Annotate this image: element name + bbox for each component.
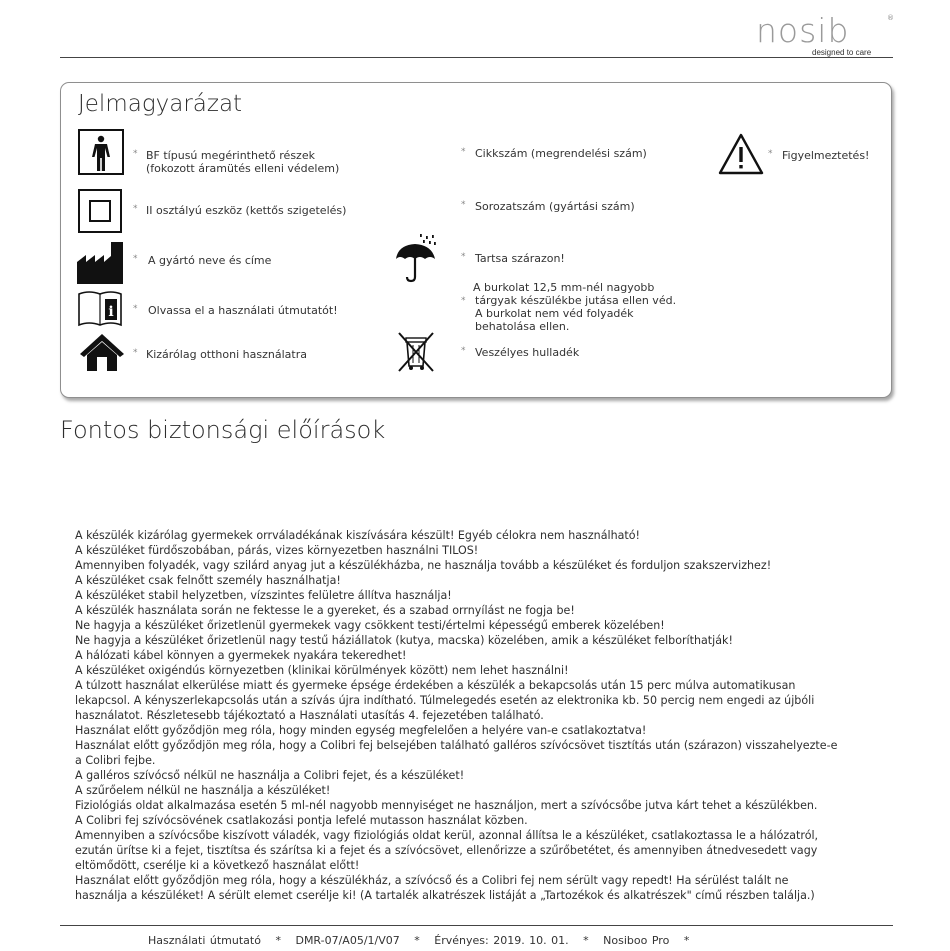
safety-rule-line: ezután ürítse ki a fejet, tisztítsa és szárítsa ki a fejet és a szívócsövet, ellenőrizze a szűrőbetétet, és amennyiben átnedvesedett vagy bbox=[75, 844, 818, 857]
legend-item-label: Tartsa szárazon! bbox=[475, 252, 565, 265]
footer-valid-date: Érvényes: 2019. 10. 01. bbox=[434, 934, 569, 947]
legend-item-manufacturer bbox=[133, 254, 271, 267]
legend-item-bf-type bbox=[133, 149, 339, 175]
brand-tagline: designed to care bbox=[812, 48, 872, 57]
legend-item-label: Veszélyes hulladék bbox=[475, 346, 580, 359]
legend-bullet: * bbox=[461, 252, 466, 262]
keep-dry-umbrella-icon bbox=[394, 233, 438, 283]
legend-item-label: A burkolat nem véd folyadék bbox=[475, 307, 634, 320]
safety-rule-line: A készülék kizárólag gyermekek orrváladékának kiszívására készült! Egyéb célokra nem használható! bbox=[75, 529, 640, 542]
home-use-icon bbox=[78, 331, 126, 373]
warning-triangle-icon bbox=[718, 133, 764, 175]
safety-rule-line: A készüléket oxigéndús környezetben (klinikai körülmények között) nem lehet használni! bbox=[75, 664, 569, 677]
safety-rule-line: A hálózati kábel könnyen a gyermekek nyakára tekeredhet! bbox=[75, 649, 407, 662]
legend-item-class-ii bbox=[133, 204, 346, 217]
svg-text:i: i bbox=[108, 304, 114, 320]
legend-item-label: Figyelmeztetés! bbox=[782, 149, 870, 162]
legend-item-label: A gyártó neve és címe bbox=[148, 254, 272, 267]
safety-rule-line: A készüléket fürdőszobában, párás, vizes környezetben használni TILOS! bbox=[75, 544, 479, 557]
footer-separator: * bbox=[583, 934, 589, 947]
legend-bullet: * bbox=[768, 149, 773, 159]
class-ii-double-square-icon bbox=[78, 189, 122, 233]
legend-item-article-number bbox=[461, 147, 647, 160]
footer-separator: * bbox=[414, 934, 420, 947]
safety-rule-line: a Colibri fejbe. bbox=[75, 754, 156, 767]
legend-bullet: * bbox=[461, 147, 466, 157]
legend-item-label: Olvassa el a használati útmutatót! bbox=[148, 304, 338, 317]
legend-item-ip-rating bbox=[461, 281, 676, 333]
safety-rule-line: Használat előtt győződjön meg róla, hogy a készülékház, a szívócső és a Colibri fej nem sérült vagy repedt! Ha sérülést talált ne bbox=[75, 874, 789, 887]
safety-rule-line: Fiziológiás oldat alkalmazása esetén 5 ml-nél nagyobb mennyiséget ne használjon, mert a szívócsőbe jutva kárt tehet a készülékben. bbox=[75, 799, 818, 812]
crossed-bin-icon bbox=[396, 330, 436, 374]
legend-item-label: Sorozatszám (gyártási szám) bbox=[475, 200, 635, 213]
safety-rule-line: A Colibri fej szívócsövének csatlakozási pontja lefelé mutasson használat közben. bbox=[75, 814, 528, 827]
legend-bullet: * bbox=[461, 346, 466, 356]
legend-item-serial-number bbox=[461, 200, 635, 213]
footer-product-name: Nosiboo Pro bbox=[603, 934, 670, 947]
safety-rule-line: A készülék használata során ne fektesse le a gyereket, és a szabad orrnyílást ne fogja be! bbox=[75, 604, 575, 617]
safety-rule-line: Ne hagyja a készüléket őrizetlenül nagy testű háziállatok (kutya, macska) közelében, amik a készüléket felboríthatják! bbox=[75, 634, 733, 647]
legend-item-warning bbox=[768, 149, 869, 162]
read-manual-icon bbox=[77, 290, 123, 328]
legend-bullet: * bbox=[133, 204, 138, 214]
legend-item-label: II osztályú eszköz (kettős szigetelés) bbox=[146, 204, 347, 217]
safety-rule-line: eltömődött, cserélje ki a következő használat előtt! bbox=[75, 859, 360, 872]
legend-bullet: * bbox=[461, 200, 466, 210]
legend-item-label: A burkolat 12,5 mm-nél nagyobb bbox=[473, 281, 655, 294]
legend-bullet: * bbox=[133, 149, 138, 159]
safety-rule-line: A túlzott használat elkerülése miatt és gyermeke épsége érdekében a készülék a bekapcsolás után 15 perc múlva automatikusan bbox=[75, 679, 796, 692]
legend-item-label: Cikkszám (megrendelési szám) bbox=[475, 147, 647, 160]
legend-item-read-manual bbox=[133, 304, 338, 317]
footer bbox=[148, 934, 699, 947]
legend-item-label: (fokozott áramütés elleni védelem) bbox=[146, 162, 340, 175]
section-title: Fontos biztonsági előírások bbox=[60, 416, 386, 444]
safety-rule-line: Használat előtt győződjön meg róla, hogy a Colibri fej belsejében található galléros szívócsövet tisztítás után (szárazon) visszahelyezte-e bbox=[75, 739, 838, 752]
legend-item-hazardous-waste bbox=[461, 346, 579, 359]
footer-separator: * bbox=[275, 934, 281, 947]
safety-rule-line: A galléros szívócső nélkül ne használja a Colibri fejet, és a készüléket! bbox=[75, 769, 465, 782]
legend-title: Jelmagyarázat bbox=[78, 91, 243, 117]
legend-item-keep-dry bbox=[461, 252, 565, 265]
brand-logo: nosib bbox=[756, 11, 850, 50]
manufacturer-factory-icon bbox=[77, 242, 123, 284]
safety-rule-line: lekapcsol. A kényszerlekapcsolás után a szívás újra indítható. Túlmelegedés esetén az elektronika kb. 50 percig nem engedi az újbóli bbox=[75, 694, 815, 707]
footer-doc-code: DMR-07/A05/1/V07 bbox=[295, 934, 400, 947]
safety-rule-line: Használat előtt győződjön meg róla, hogy minden egység megfelelően a helyére van-e csatlakoztatva! bbox=[75, 724, 647, 737]
footer-separator: * bbox=[683, 934, 690, 947]
legend-item-label: tárgyak készülékbe jutása ellen véd. bbox=[475, 294, 677, 307]
registered-mark: ® bbox=[887, 14, 894, 22]
legend-bullet: * bbox=[461, 296, 466, 306]
legend-bullet: * bbox=[133, 348, 138, 358]
footer-divider bbox=[60, 925, 893, 926]
safety-rule-line: használatot. Részletesebb tájékoztató a Használati utasítás 4. fejezetében található. bbox=[75, 709, 544, 722]
safety-rules-list bbox=[75, 528, 915, 903]
footer-doc-type: Használati útmutató bbox=[148, 934, 261, 947]
safety-rule-line: A készüléket csak felnőtt személy használhatja! bbox=[75, 574, 341, 587]
safety-rule-line: A szűrőelem nélkül ne használja a készüléket! bbox=[75, 784, 331, 797]
safety-rule-line: Amennyiben a szívócsőbe kiszívott váladék, vagy fiziológiás oldat kerül, azonnal állítsa le a készüléket, csatlakoztassa le a hálózatról, bbox=[75, 829, 819, 842]
safety-rule-line: Amennyiben folyadék, vagy szilárd anyag jut a készülékházba, ne használja tovább a készüléket és forduljon szakszervizhez! bbox=[75, 559, 772, 572]
legend-item-label: Kizárólag otthoni használatra bbox=[146, 348, 307, 361]
legend-bullet: * bbox=[133, 304, 138, 314]
legend-item-label: BF típusú megérinthető részek bbox=[146, 149, 315, 162]
header-divider bbox=[60, 57, 893, 58]
safety-rule-line: használja a készüléket! A sérült elemet cserélje ki! (A tartalék alkatrészek listáját a „Tartozékok és alkatrészek" című részben találja.) bbox=[75, 889, 815, 902]
legend-bullet: * bbox=[133, 254, 138, 264]
safety-rule-line: A készüléket stabil helyzetben, vízszintes felületre állítva használja! bbox=[75, 589, 452, 602]
legend-item-home-use bbox=[133, 348, 307, 361]
bf-type-body-icon bbox=[78, 129, 124, 175]
legend-item-label: behatolása ellen. bbox=[475, 320, 570, 333]
safety-rule-line: Ne hagyja a készüléket őrizetlenül gyermekek vagy csökkent testi/értelmi képességű emberek közelében! bbox=[75, 619, 665, 632]
